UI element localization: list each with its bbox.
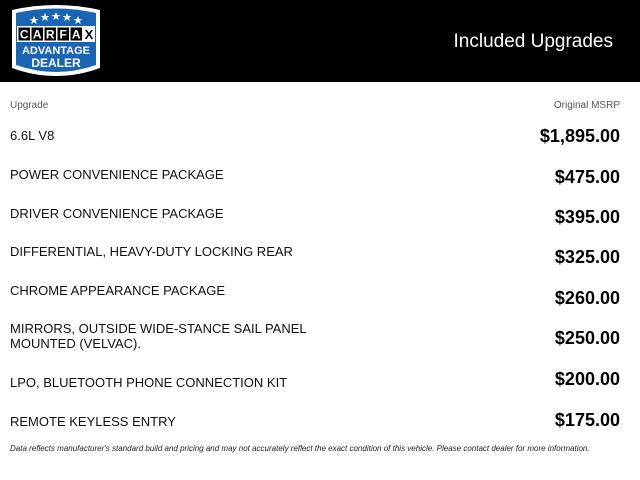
upgrade-price: $260.00 (554, 288, 620, 308)
disclaimer-footnote: Data reflects manufacturer's standard build and pricing and may not accurately reflect the exact condition of this vehicle. Please contact dealer for more information. (10, 444, 590, 453)
header-bar (0, 0, 640, 82)
carfax-wordmark (17, 26, 95, 42)
upgrade-name: LPO, BLUETOOTH PHONE CONNECTION KIT (10, 375, 288, 390)
upgrade-price: $475.00 (554, 167, 620, 187)
upgrade-name: DIFFERENTIAL, HEAVY-DUTY LOCKING REAR (10, 244, 293, 259)
upgrade-name: MIRRORS, OUTSIDE WIDE-STANCE SAIL PANEL MOUNTED (VELVAC). (10, 321, 307, 351)
upgrade-name: DRIVER CONVENIENCE PACKAGE (10, 206, 224, 221)
upgrade-price: $395.00 (554, 207, 620, 227)
upgrade-name: POWER CONVENIENCE PACKAGE (10, 167, 224, 182)
upgrade-price: $325.00 (554, 247, 620, 267)
upgrade-name: CHROME APPEARANCE PACKAGE (10, 283, 226, 298)
upgrade-price: $200.00 (554, 369, 620, 389)
logo-letter: A (71, 27, 81, 42)
upgrade-name: REMOTE KEYLESS ENTRY (10, 414, 176, 429)
logo-letter: C (19, 27, 29, 42)
upgrade-price: $175.00 (554, 410, 620, 430)
page-title: Included Upgrades (453, 31, 613, 52)
upgrade-price: $250.00 (554, 328, 620, 348)
carfax-advantage-dealer-logo (6, 4, 106, 80)
logo-letter: X (84, 27, 94, 42)
column-header-upgrade: Upgrade (10, 100, 49, 111)
logo-line-advantage: ADVANTAGE (21, 45, 91, 57)
logo-letter: F (59, 27, 67, 42)
upgrade-price: $1,895.00 (539, 126, 620, 146)
logo-letter: R (45, 27, 55, 42)
column-header-msrp: Original MSRP (553, 100, 620, 111)
upgrade-name: 6.6L V8 (10, 128, 55, 143)
logo-line-dealer: DEALER (31, 56, 81, 70)
logo-letter: A (32, 27, 42, 42)
